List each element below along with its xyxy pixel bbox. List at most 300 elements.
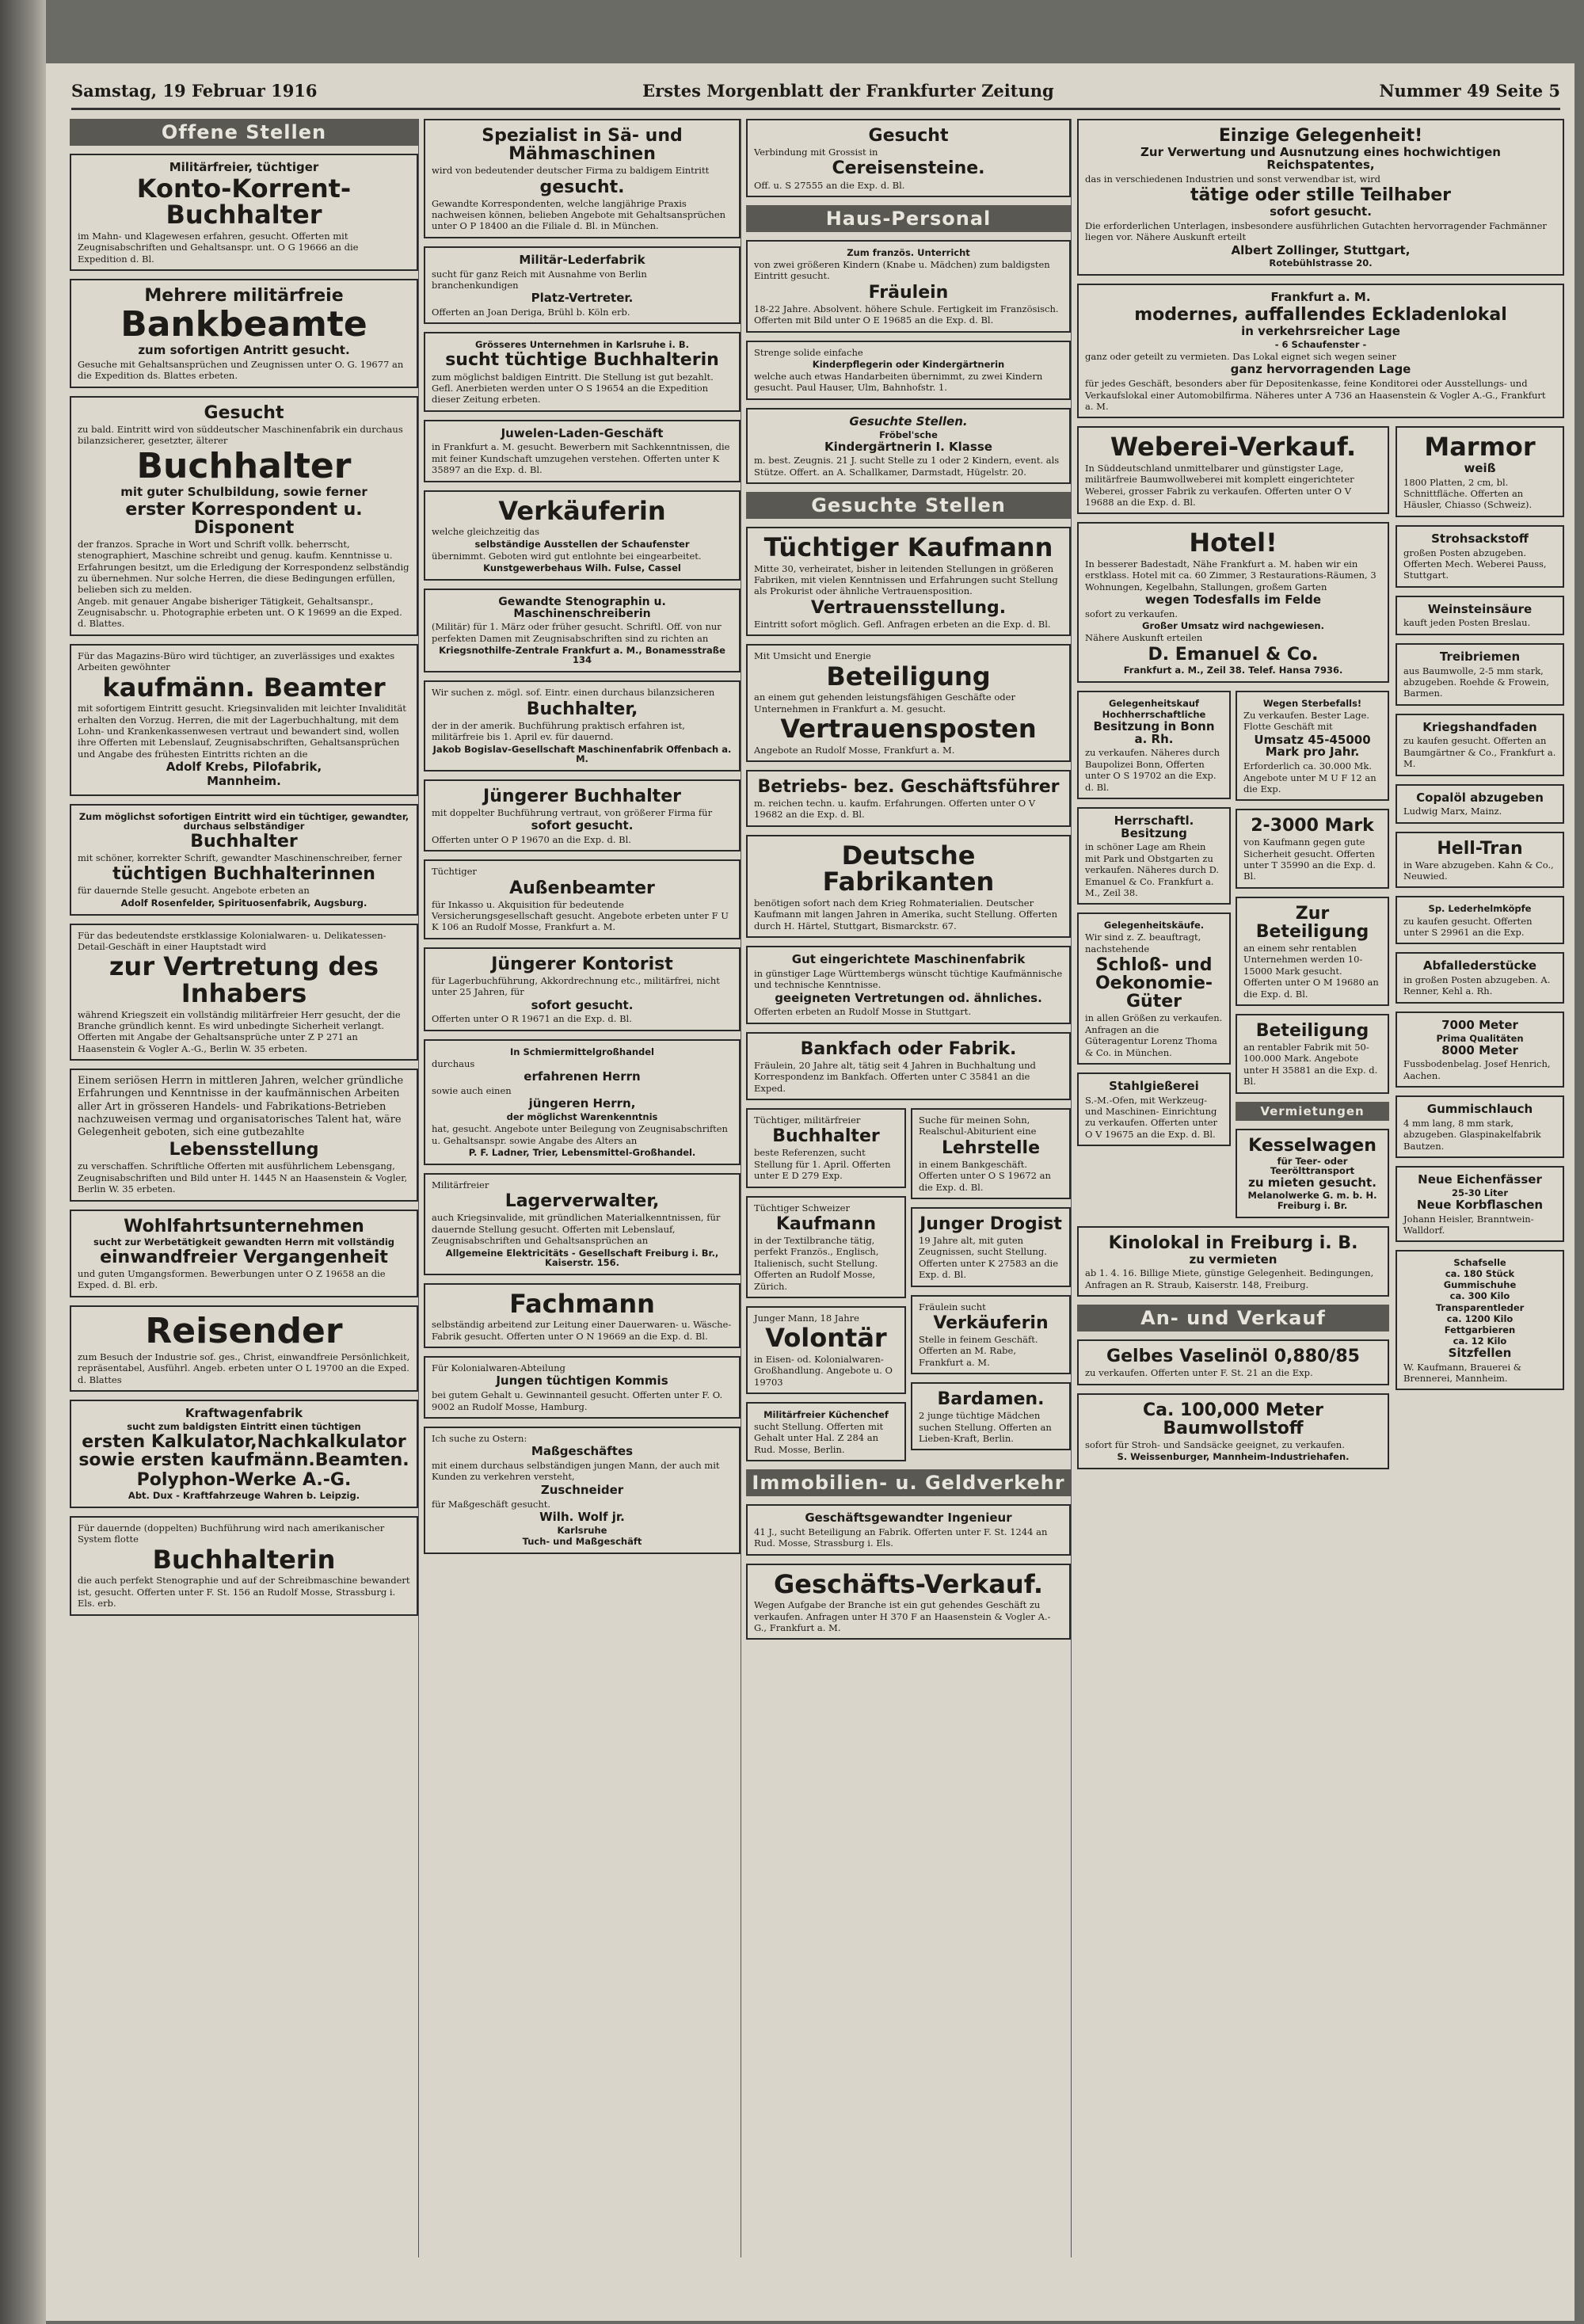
ad-text: In besserer Badestadt, Nähe Frankfurt a. M. haben wir ein erstklass. Hotel mit ca. 60 Zimmer, 3 Restaurations-Räumen, 3 Wohnungen, Kegelbahn, Stallungen, großem Garten	[1085, 558, 1376, 592]
ad-text: 2 junge tüchtige Mädchen suchen Stellung. Offerten an Lieben-Kraft, Berlin.	[919, 1410, 1052, 1444]
ad-sammelposten	[1396, 1250, 1564, 1390]
ad-text: hat, gesucht. Angebote unter Beilegung von Zeugnisabschriften u. Gehaltsanspr. sowie Angabe des Alters an	[432, 1123, 728, 1146]
ad-headline: wegen Todesfalls im Felde	[1144, 592, 1322, 608]
ad-headline: Platz-Vertreter.	[531, 291, 634, 306]
ad-headline: Militär-Lederfabrik	[519, 252, 645, 267]
ad-headline: Maßgeschäftes	[531, 1444, 634, 1459]
ad-text: Wegen Aufgabe der Branche ist ein gut gehendes Geschäft zu verkaufen. Anfragen unter H 370 F an Haasenstein & Vogler A.-G., Frankfurt a. M.	[754, 1599, 1051, 1634]
ad-headline: Copalöl abzugeben	[1416, 790, 1544, 805]
ad-bankfach	[746, 1032, 1071, 1100]
ad-text: - 6 Schaufenster -	[1274, 338, 1367, 350]
ad-text: sowie auch einen	[432, 1084, 512, 1096]
ad-headline: Lebensstellung	[169, 1140, 319, 1160]
ad-ingenieur	[746, 1504, 1071, 1556]
ad-headline: sucht tüchtige Buchhalterin	[445, 350, 719, 371]
ad-text: zum Besuch der Industrie sof. ges., Christ, einwandfreie Persönlichkeit, repräsentabel, Ausführl. Angeb. erbeten unter O L 19700 an die Exped. d. Blattes	[78, 1351, 410, 1385]
ad-headline: Spezialist in Sä- und Mähmaschinen	[482, 126, 683, 165]
ad-headline: Kinolokal in Freiburg i. B.	[1108, 1232, 1358, 1253]
ad-firm: Kunstgewerbehaus Wilh. Fulse, Cassel	[483, 562, 681, 573]
ad-text: in Frankfurt a. M. gesucht. Bewerbern mit Sachkenntnissen, die mit feiner Kundschaft umzugehen verstehen. Offerten unter K 35897 an die Exp. d. Bl.	[432, 441, 730, 476]
ad-text: 18-22 Jahre. Absolvent. höhere Schule. Fertigkeit im Französisch. Offerten mit Bild unter O E 19685 an die Exp. d. Bl.	[754, 303, 1059, 326]
ad-text: im Mahn- und Klagewesen erfahren, gesucht. Offerten mit Zeugnisabschriften und Gehaltsanspr. unt. O G 19666 an die Expedition d. Bl.	[78, 230, 359, 265]
ad-geschaefts-verkauf	[746, 1564, 1071, 1640]
ad-kommis	[424, 1356, 741, 1419]
ad-treibriemen	[1396, 643, 1564, 706]
ad-text: Die erforderlichen Unterlagen, insbesondere ausführlichen Gutachten hervorragender Fachmänner liegen vor. Nähere Auskunft erteilt	[1085, 219, 1547, 243]
ad-text: Fräulein sucht	[919, 1301, 986, 1312]
ad-headline: Kaufmann	[775, 1213, 877, 1234]
ad-headline: Verkäuferin	[933, 1312, 1049, 1333]
ad-text: S.-M.-Ofen, mit Werkzeug- und Maschinen- Einrichtung zu verkaufen. Offerten unter O V 19675 an die Exp. d. Bl.	[1085, 1094, 1218, 1140]
ad-headline: Verkäuferin	[498, 495, 666, 526]
ad-firm: Adolf Rosenfelder, Spirituosenfabrik, Augsburg.	[120, 897, 367, 909]
ad-beteiligung	[746, 644, 1071, 762]
ad-deutsche-fabrikanten	[746, 835, 1071, 938]
ad-firm: Allgemeine Elektricitäts - Gesellschaft Freiburg i. Br., Kaiserstr. 156.	[445, 1247, 719, 1268]
ad-verkaeuferin	[424, 490, 741, 581]
ad-text: zum sofortigen Antritt gesucht.	[138, 343, 350, 358]
ad-text: Fräulein, 20 Jahre alt, tätig seit 4 Jahren in Buchhaltung und Korrespondenz im Bankfach. Offerten unter C 35841 an die Exped.	[754, 1059, 1036, 1094]
ad-vaselinoel	[1077, 1339, 1389, 1385]
ad-text: Zum möglichst sofortigen Eintritt wird ein tüchtiger, gewandter, durchaus selbständiger	[78, 810, 409, 832]
ad-headline: Betriebs- bez. Geschäftsführer	[757, 776, 1060, 797]
ad-text: zu verschaffen. Schriftliche Offerten mit ausführlichem Lebensgang, Zeugnisabschriften und Bild unter H. 1445 N an Haasenstein & Vogler, Berlin W. 35 erbeten.	[78, 1160, 408, 1195]
ad-headline: Schloß- und Oekonomie-Güter	[1095, 955, 1213, 1012]
ad-karlsruhe-buchhalterin	[424, 332, 741, 411]
ad-headline: 7000 Meter	[1441, 1017, 1518, 1032]
ad-kaufmaenn-beamter	[70, 644, 418, 796]
ad-headline: Buchhalter	[772, 1126, 880, 1147]
ad-headline: Strohsackstoff	[1431, 531, 1529, 546]
ad-text: die auch perfekt Stenographie und auf der Schreibmaschine bewandert ist, gesucht. Offerten unter F. St. 156 an Rudolf Mosse, Strassburg i. Els. erb.	[78, 1575, 410, 1610]
ad-text: Wir suchen z. mögl. sof. Eintr. einen durchaus bilanzsicheren	[432, 687, 715, 699]
ad-vertretung-inhaber	[70, 924, 418, 1061]
ad-text: in Eisen- od. Kolonialwaren-Großhandlung. Angebote u. O 19703	[754, 1353, 893, 1388]
ad-text: in Ware abzugeben. Kahn & Co., Neuwied.	[1403, 859, 1554, 882]
ad-headline: 8000 Meter	[1441, 1042, 1518, 1057]
ad-headline: Kindergärtnerin I. Klasse	[824, 439, 992, 454]
ad-headline: Sp. Lederhelmköpfe	[1428, 903, 1532, 915]
ad-headline: Buchhalter	[190, 831, 298, 851]
ad-tuechtiger-kaufmann	[746, 527, 1071, 636]
ad-sterbefall	[1236, 691, 1389, 801]
ad-lederfabrik	[424, 246, 741, 325]
ad-weberei-verkauf	[1077, 426, 1389, 514]
ad-einzige-gelegenheit	[1077, 119, 1564, 276]
ad-offenbach-buchhalter	[424, 680, 741, 771]
ad-weinsteinsaeure	[1396, 596, 1564, 635]
ad-text: Tuch- und Maßgeschäft	[522, 1535, 642, 1547]
ad-headline: Gelegenheitskauf	[1108, 697, 1200, 709]
ad-lagerverwalter	[424, 1173, 741, 1275]
ad-text: Zu verkaufen. Bester Lage. Flotte Geschäft mit	[1243, 709, 1369, 733]
ad-schmiermittel	[424, 1039, 741, 1165]
ad-headline: Gesuchte Stellen.	[849, 413, 968, 429]
ad-text: in einem Bankgeschäft. Offerten unter O S 19672 an die Exp. d. Bl.	[919, 1158, 1051, 1193]
ad-headline: Geschäftsgewandter Ingenieur	[805, 1511, 1012, 1526]
ad-text: 41 J., sucht Beteiligung an Fabrik. Offerten unter F. St. 1244 an Rud. Mosse, Strassburg i. Els.	[754, 1526, 1048, 1549]
ad-text: Mit Umsicht und Energie	[754, 650, 871, 662]
section-gesuchte-stellen: Gesuchte Stellen	[746, 492, 1071, 519]
ad-geschaeftsfuehrer	[746, 770, 1071, 827]
issue-date: Samstag, 19 Februar 1916	[71, 81, 318, 101]
ad-headline: sofort gesucht.	[1270, 204, 1372, 219]
ad-headline: Sitzfellen	[1448, 1345, 1512, 1360]
ad-juwelen	[424, 420, 741, 482]
ad-text: mit guter Schulbildung, sowie ferner	[120, 484, 367, 499]
ad-headline: Wohlfahrtsunternehmen	[124, 1216, 364, 1236]
ad-headline: Buchhalterin	[152, 1544, 336, 1575]
ad-reisender	[70, 1305, 418, 1392]
ad-headline: Fräulein	[868, 282, 949, 303]
ad-headline: Vertrauensposten	[780, 714, 1037, 744]
ad-headline: Militärfreier Küchenchef	[763, 1409, 889, 1420]
ad-headline: Tüchtiger Kaufmann	[763, 532, 1053, 563]
ad-bardamen	[911, 1382, 1071, 1450]
ad-text: ca. 300 Kilo	[1449, 1290, 1510, 1302]
ad-text: für Lagerbuchführung, Akkordrechnung etc., militärfrei, nicht unter 25 Jahren, für	[432, 974, 720, 998]
ad-headline: Gesucht	[868, 126, 949, 146]
ad-headline: tüchtigen Buchhalterinnen	[112, 864, 375, 885]
ad-headline: Kriegshandfaden	[1422, 719, 1537, 734]
ad-kontorist	[424, 947, 741, 1031]
ad-headline: Zuschneider	[540, 1482, 624, 1497]
ad-headline: einwandfreier Vergangenheit	[100, 1247, 388, 1267]
ad-text: m. reichen techn. u. kaufm. Erfahrungen. Offerten unter O V 19682 an die Exp. d. Bl.	[754, 798, 1036, 821]
ad-headline: Beteiligung	[826, 661, 991, 691]
ad-text: übernimmt. Geboten wird gut entlohnte bei eingearbeitet.	[432, 550, 702, 562]
ad-maschinenfabrik	[746, 946, 1071, 1024]
ad-headline: Junger Drogist	[920, 1213, 1062, 1234]
ad-headline: Geschäfts-Verkauf.	[773, 1568, 1044, 1599]
masthead	[71, 81, 1560, 110]
ad-headline: sofort gesucht.	[531, 818, 634, 833]
ad-kindergaertnerin	[746, 408, 1071, 484]
ad-firm: Wilh. Wolf jr.	[539, 1509, 625, 1524]
ad-lehrstelle	[911, 1108, 1071, 1199]
ad-kesselwagen	[1236, 1129, 1389, 1218]
ad-text: Verbindung mit Grossist in	[754, 147, 878, 158]
ad-strohsackstoff	[1396, 525, 1564, 588]
ad-headline: Schafselle	[1453, 1257, 1506, 1269]
ad-text: in günstiger Lage Württembergs wünscht tüchtige Kaufmännische und technische Kenntnisse.	[754, 967, 1063, 991]
ad-lebensstellung	[70, 1069, 418, 1201]
ad-text: Eintritt sofort möglich. Gefl. Anfragen erbeten an die Exp. d. Bl.	[754, 618, 1051, 630]
ad-headline: Frankfurt a. M.	[1270, 290, 1371, 305]
ad-marmor	[1396, 426, 1564, 516]
ad-text: beste Referenzen, sucht Stellung für 1. April. Offerten unter E D 279 Exp.	[754, 1147, 891, 1182]
ad-militaerfreier-buchhalter	[746, 1108, 906, 1188]
ad-schweizer-kaufmann	[746, 1196, 906, 1298]
ad-text: in der Textilbranche tätig, perfekt Französ., Englisch, Italienisch, sucht Stellung. Offerten an Rudolf Mosse, Zürich.	[754, 1235, 879, 1292]
ad-text: Fröbel'sche	[879, 429, 938, 440]
ad-headline: Marmor	[1424, 432, 1536, 463]
ad-headline: Jungen tüchtigen Kommis	[496, 1373, 668, 1389]
ad-beteiligung-fabrik	[1236, 1014, 1389, 1094]
ad-wohlfahrt	[70, 1210, 418, 1297]
ad-text: sofort zu verkaufen.	[1085, 608, 1178, 619]
ad-text: Erforderlich ca. 30.000 Mk. Angebote unter M U F 12 an die Exp.	[1243, 760, 1376, 794]
ad-text: Suche für meinen Sohn, Realschul-Abiturient eine	[919, 1114, 1037, 1137]
ad-city: Mannheim.	[207, 773, 281, 788]
ad-headline: Abfallederstücke	[1422, 958, 1537, 973]
ad-text: m. best. Zeugnis. 21 J. sucht Stelle zu 1 oder 2 Kindern, event. als Stütze. Offert. an A. Schallkamer, Darmstadt, Hügelstr. 20.	[754, 455, 1060, 478]
ad-text: W. Kaufmann, Brauerei & Brennerei, Mannheim.	[1403, 1361, 1522, 1384]
ad-headline: Volontär	[765, 1323, 887, 1354]
ad-text: Grösseres Unternehmen in Karlsruhe i. B.	[474, 339, 690, 351]
ad-text: und guten Umgangsformen. Bewerbungen unter O Z 19658 an die Exped. d. Bl. erb.	[78, 1267, 386, 1291]
ad-text: mit schöner, korrekter Schrift, gewandter Maschinenschreiber, ferner	[78, 851, 402, 863]
ad-kraftwagenfabrik	[70, 1400, 418, 1508]
ad-firm: Adolf Krebs, Pilofabrik,	[166, 760, 322, 775]
ad-juengerer-buchhalter	[424, 779, 741, 852]
ad-headline: Gelbes Vaselinöl 0,880/85	[1106, 1347, 1360, 1367]
ad-headline: Gut eingerichtete Maschinenfabrik	[791, 952, 1026, 967]
ad-headline: Hell-Tran	[1437, 838, 1523, 859]
ad-text: durchaus	[432, 1057, 475, 1069]
ad-text: Off. u. S 27555 an die Exp. d. Bl.	[754, 179, 905, 191]
ad-text: Offerten an Joan Deriga, Brühl b. Köln erb.	[432, 307, 630, 318]
paper-title: Erstes Morgenblatt der Frankfurter Zeitung	[642, 81, 1054, 101]
ad-text: Prima Qualitäten	[1436, 1032, 1524, 1044]
ad-fraeulein	[746, 240, 1071, 333]
ad-headline: Weberei-Verkauf.	[1110, 432, 1357, 463]
ad-bankbeamte	[70, 279, 418, 388]
ad-headline: Umsatz 45-45000 Mark pro Jahr.	[1254, 732, 1371, 760]
ad-firm: Kriegsnothilfe-Zentrale Frankfurt a. M., Bonamesstraße 134	[439, 645, 725, 666]
ad-text: Für das bedeutendste erstklassige Kolonialwaren- u. Delikatessen-Detail-Geschäft in einer Hauptstadt wird	[78, 929, 386, 953]
section-an-und-verkauf: An- und Verkauf	[1077, 1305, 1389, 1332]
ad-text: Gesucht	[204, 402, 284, 423]
ad-firm: Jakob Bogislav-Gesellschaft Maschinenfabrik Offenbach a. M.	[432, 743, 732, 764]
ad-addr: Frankfurt a. M., Zeil 38. Telef. Hansa 7936.	[1123, 664, 1343, 676]
ad-text: ca. 12 Kilo	[1453, 1335, 1507, 1347]
ad-text: zum möglichst baldigen Eintritt. Die Stellung ist gut bezahlt. Gefl. Anerbieten werden unter O S 19654 an die Expedition dieser Zeitung erbeten.	[432, 371, 714, 406]
ad-firm: D. Emanuel & Co.	[1148, 644, 1319, 665]
ad-text: großen Posten abzugeben. Offerten Mech. Weberei Pauss, Stuttgart.	[1403, 547, 1547, 581]
ad-firm: Polyphon-Werke A.-G.	[136, 1469, 352, 1490]
ad-text: an einem sehr rentablen Unternehmen werden 10-15000 Mark gesucht. Offerten unter O M 19680 an die Exp. d. Bl.	[1243, 943, 1379, 1000]
ad-headline: Gewandte Stenographin u. Maschinenschreiberin	[498, 596, 666, 620]
ad-headline: tätige oder stille Teilhaber	[1190, 185, 1451, 205]
ad-headline: gesucht.	[539, 177, 625, 197]
ad-headline: Beteiligung	[1255, 1020, 1369, 1041]
ad-headline: Buchhalter,	[526, 699, 638, 719]
ad-text: sofort für Stroh- und Sandsäcke geeignet, zu verkaufen.	[1085, 1438, 1345, 1450]
ad-firm: S. Weissenburger, Mannheim-Industriehafen.	[1117, 1451, 1350, 1463]
ad-text: zu kaufen gesucht. Offerten an Baumgärtner & Co., Frankfurt a. M.	[1403, 735, 1556, 770]
column-1	[70, 119, 419, 2257]
ad-text: das in verschiedenen Industrien und sonst verwendbar ist, wird	[1085, 173, 1380, 185]
ad-text: Junger Mann, 18 Jahre	[754, 1312, 859, 1324]
ad-headline: ersten Kalkulator,Nachkalkulator sowie ersten kaufmänn.Beamten.	[78, 1431, 409, 1470]
ad-headline: erfahrenen Herrn	[524, 1069, 641, 1084]
ad-headline: Zum französ. Unterricht	[847, 246, 970, 258]
ad-text: 1800 Platten, 2 cm, bl. Schnittfläche. Offerten an Häusler, Chiasso (Schweiz).	[1403, 476, 1533, 511]
ad-headline: kaufmänn. Beamter	[102, 672, 386, 703]
ad-headline: Neue Korbflaschen	[1416, 1197, 1544, 1212]
ad-kinderpflegerin	[746, 341, 1071, 400]
ad-text: Einem seriösen Herrn in mittleren Jahren, welcher gründliche Erfahrungen und Kenntnisse in der kaufmännischen Arbeiten aller Art in grösseren Handels- und Fabrikations-Betrieben nachzuweisen vermag und organisatorisches Talent hat, wäre Gelegenheit geboten, sich eine gutbezahlte	[78, 1075, 404, 1139]
ad-text: Johann Heisler, Branntwein-Walldorf.	[1403, 1213, 1534, 1236]
ad-headline: zur Vertretung des Inhabers	[109, 951, 379, 1008]
ad-drogist	[911, 1207, 1071, 1287]
ad-headline: Neue Eichenfässer	[1418, 1172, 1542, 1187]
ad-massgeschaeft	[424, 1427, 741, 1554]
ad-headline: Ca. 100,000 Meter Baumwollstoff	[1143, 1400, 1323, 1438]
ad-firm: Albert Zollinger, Stuttgart,	[1231, 242, 1411, 257]
ad-text: in verkehrsreicher Lage	[1241, 324, 1400, 339]
ad-headline: ganz hervorragenden Lage	[1230, 362, 1411, 377]
ad-text: mit doppelter Buchführung vertraut, von größerer Firma für	[432, 806, 713, 818]
column-3	[746, 119, 1072, 2257]
ad-text: Stelle in feinem Geschäft. Offerten an M. Rabe, Frankfurt a. M.	[919, 1334, 1038, 1368]
ad-cereisensteine	[746, 119, 1071, 197]
ad-headline: Transparentleder	[1435, 1301, 1525, 1313]
ad-text: Ludwig Marx, Mainz.	[1403, 806, 1502, 817]
ad-text: Für Kolonialwaren-Abteilung	[432, 1362, 565, 1374]
ad-headline: Besitzung in Bonn a. Rh.	[1093, 718, 1215, 746]
ad-text: welche gleichzeitig das	[432, 526, 539, 538]
ad-text: Fussbodenbelag. Josef Henrich, Aachen.	[1403, 1058, 1551, 1081]
ad-eckladenlokal	[1077, 284, 1564, 418]
section-immobilien: Immobilien- u. Geldverkehr	[746, 1469, 1071, 1496]
ad-text: Ich suche zu Ostern:	[432, 1432, 527, 1444]
ad-headline: Lehrstelle	[942, 1137, 1040, 1158]
ad-text: in großen Posten abzugeben. A. Renner, Kehl a. Rh.	[1403, 974, 1551, 997]
ad-text: an einem gut gehenden leistungsfähigen Geschäfte oder Unternehmen in Frankfurt a. M. gesucht.	[754, 691, 1015, 714]
ad-headline: Kraftwagenfabrik	[185, 1405, 303, 1420]
ad-kinolokal	[1077, 1226, 1389, 1297]
ad-abfallederstuecke	[1396, 952, 1564, 1004]
ad-headline: Kinderpflegerin oder Kindergärtnerin	[812, 358, 1005, 370]
ad-copaloel	[1396, 784, 1564, 824]
ad-text: Für dauernde (doppelten) Buchführung wird nach amerikanischer System flotte	[78, 1522, 385, 1545]
ad-text: mit sofortigem Eintritt gesucht. Kriegsinvaliden mit leichter Invalidität erhalten den Vorzug. Herren, die mit der Lagerbuchhaltung, mit dem Lohn- und Krankenkassenwesen vertraut und bewandert sind, wollen ihre Offerten mit Lebenslauf, Zeugnisabschriften, Gehaltsansprüchen und Angabe des frühesten Eintritts richten an die	[78, 703, 406, 760]
ad-headline: Bankbeamte	[120, 304, 367, 345]
ad-headline: selbständige Ausstellen der Schaufenster	[474, 538, 690, 550]
ad-text: sucht zur Werbetätigkeit gewandten Herrn mit vollständig	[93, 1236, 395, 1248]
ad-text: Angeb. mit genauer Angabe bisheriger Tätigkeit, Gehaltsanspr., Zeugnisabschr. u. Photographie erbeten unt. O K 19699 an die Exped. d. Blattes.	[78, 595, 402, 630]
ad-headline: jüngeren Herrn,	[528, 1096, 636, 1111]
ad-stenographin	[424, 589, 741, 672]
ad-text: während Kriegszeit ein vollständig militärfreier Herr gesucht, der die Branche gründlich kennt. Es wird unbedingte Sicherheit verlangt. Offerten mit Angabe der Gehaltsansprüche unter Z P 271 an Haasenstein & Vogler A.-G., Berlin W. 35 erbeten.	[78, 1008, 401, 1054]
ad-text: an rentabler Fabrik mit 50-100.000 Mark. Angebote unter H 35881 an die Exp. d. Bl.	[1243, 1042, 1378, 1088]
ad-headline: Stahlgießerei	[1109, 1078, 1199, 1093]
ad-eichenfaesser	[1396, 1166, 1564, 1242]
ad-headline: Einzige Gelegenheit!	[1218, 126, 1423, 146]
column-2	[424, 119, 741, 2257]
ad-headline: Reisender	[145, 1310, 343, 1351]
ad-text: (Militär) für 1. März oder früher gesucht. Schriftl. Off. von nur perfekten Damen mit Zeugnisabschriften sind zu richten an	[432, 621, 722, 644]
ad-headline: Großer Umsatz wird nachgewiesen.	[1142, 620, 1324, 632]
ad-text: in allen Größen zu verkaufen. Anfragen an die Güteragentur Lorenz Thoma & Co. in München.	[1085, 1012, 1223, 1058]
ad-headline: Hotel!	[1189, 528, 1277, 558]
ad-text: der in der amerik. Buchführung praktisch erfahren ist, militärfreie bis 1. April ev. für dauernd.	[432, 719, 685, 743]
ad-volontaer	[746, 1306, 906, 1394]
page-number: Nummer 49 Seite 5	[1379, 81, 1560, 101]
ad-text: zu kaufen gesucht. Offerten unter S 29961 an die Exp.	[1403, 915, 1533, 938]
ad-spezialist	[424, 119, 741, 238]
ad-verkaeuferin-2	[911, 1295, 1071, 1375]
ad-text: 19 Jahre alt, mit guten Zeugnissen, sucht Stellung. Offerten unter K 27583 an die Exp. d. Bl.	[919, 1235, 1059, 1281]
ad-headline: Bardamen.	[937, 1389, 1045, 1410]
ad-headline: Treibriemen	[1439, 649, 1521, 664]
ad-firm: P. F. Ladner, Trier, Lebensmittel-Großhandel.	[468, 1146, 696, 1158]
ad-text: sucht zum baldigsten Eintritt einen tüchtigen	[127, 1420, 361, 1432]
ad-kuechenchef	[746, 1402, 906, 1461]
ad-text: Offerten erbeten an Rudolf Mosse in Stuttgart.	[754, 1006, 972, 1018]
ad-headline: Buchhalter	[136, 445, 352, 486]
ad-text: weiß	[1464, 460, 1496, 475]
ad-text: Tüchtiger Schweizer	[754, 1202, 850, 1213]
ad-text: Zur Verwertung und Ausnutzung eines hochwichtigen Reichspatentes,	[1140, 145, 1501, 172]
ad-gelegenheitskaeufe	[1077, 912, 1231, 1065]
ad-text: zu verkaufen. Näheres durch Baupolizei Bonn, Offerten unter O S 19702 an die Exp. d. Bl.	[1085, 747, 1220, 793]
ad-headline: Jüngerer Buchhalter	[483, 786, 681, 806]
ad-headline: Weinsteinsäure	[1427, 601, 1533, 616]
ad-headline: zu mieten gesucht.	[1248, 1175, 1376, 1190]
ad-text: Hochherrschaftliche	[1102, 708, 1206, 720]
ad-lederhelmkoepfe	[1396, 896, 1564, 944]
ad-text: Gesuche mit Gehaltsansprüchen und Zeugnissen unter O. G. 19677 an die Expedition ds. Blattes erbeten.	[78, 359, 404, 382]
ad-text: selbständig arbeitend zur Leitung einer Dauerwaren- u. Wäsche-Fabrik gesucht. Offerten unter O N 19669 an die Exp. d. Bl.	[432, 1319, 732, 1342]
ad-text: In Süddeutschland unmittelbarer und günstigster Lage, militärfreie Baumwollweberei mit komplett eingerichteter Weberei, grosser Fabrik zu verkaufen. Offerten unter O V 19688 an die Exp. d. Bl.	[1085, 462, 1354, 508]
ad-text: Nähere Auskunft erteilen	[1085, 632, 1203, 644]
ad-text: Wir sind z. Z. beauftragt, nachstehende	[1085, 932, 1201, 954]
ad-headline: Herrschaftl. Besitzung	[1114, 813, 1194, 840]
ad-text: mit einem durchaus selbständigen jungen Mann, der auch mit Kunden zu verkehren versteht,	[432, 1460, 720, 1483]
ad-headline: Lagerverwalter,	[505, 1191, 660, 1212]
ad-konto-korrent	[70, 154, 418, 271]
ad-text: Für das Magazins-Büro wird tüchtiger, an zuverlässiges und exaktes Arbeiten gewöhnter	[78, 650, 395, 673]
ad-text: von Kaufmann gegen gute Sicherheit gesucht. Offerten unter T 35990 an die Exp. d. Bl.	[1243, 836, 1376, 882]
ad-text: Strenge solide einfache	[754, 346, 863, 358]
ad-text: Mitte 30, verheiratet, bisher in leitenden Stellungen in größeren Fabriken, mit vielen Kenntnissen und Erfahrungen sucht Stellung als Prokurist oder ähnliche Vertrauensposition.	[754, 562, 1058, 597]
ad-text: von zwei größeren Kindern (Knabe u. Mädchen) zum baldigsten Eintritt gesucht.	[754, 259, 1050, 282]
ad-headline: Konto-Korrent-Buchhalter	[136, 173, 352, 230]
ad-text: für Maßgeschäft gesucht.	[432, 1498, 551, 1510]
ad-herrschaftl-besitzung	[1077, 807, 1231, 905]
ad-headline: Fachmann	[509, 1288, 655, 1319]
section-haus-personal: Haus-Personal	[746, 205, 1071, 232]
ad-text: Gewandte Korrespondenten, welche langjährige Praxis nachweisen können, belieben Angebote mit Gehaltsansprüchen unter O P 18400 an die Filiale d. Bl. in München.	[432, 197, 726, 232]
ad-text: Mehrere militärfreie	[144, 286, 344, 307]
ad-text: ca. 1200 Kilo	[1446, 1312, 1514, 1324]
ad-headline: Kesselwagen	[1248, 1135, 1376, 1156]
ad-headline: Jüngerer Kontorist	[491, 954, 673, 974]
ad-text: welche auch etwas Handarbeiten übernimmt, zu zwei Kindern gesucht. Paul Hauser, Ulm, Bahnhofstr. 1.	[754, 371, 1043, 394]
ad-headline: Cereisensteine.	[832, 158, 985, 179]
ad-fachmann	[424, 1283, 741, 1348]
ad-hotel	[1077, 522, 1389, 682]
ad-baumwollstoff	[1077, 1393, 1389, 1470]
ad-headline: Gummischlauch	[1426, 1102, 1533, 1117]
ad-text: benötigen sofort nach dem Krieg Rohmaterialien. Deutscher Kaufmann mit langen Jahren in Amerika, sucht Stellung. Offerten durch H. Härtel, Stuttgart, Bismarckstr. 67.	[754, 897, 1057, 932]
ad-text: sucht Stellung. Offerten mit Gehalt unter Hal. Z 284 an Rud. Mosse, Berlin.	[754, 1421, 884, 1455]
ad-text: für Teer- oder Teerölttransport	[1270, 1155, 1355, 1176]
ad-headline: Deutsche Fabrikanten	[822, 840, 995, 897]
ad-text: Militärfreier, tüchtiger	[169, 160, 319, 174]
ad-text: Offerten unter O R 19671 an die Exp. d. Bl.	[432, 1013, 632, 1025]
ad-headline: Fettgarbieren	[1444, 1324, 1516, 1335]
ad-text: Militärfreier	[432, 1179, 489, 1191]
ad-headline: Gelegenheitskäufe.	[1103, 920, 1205, 932]
ad-text: für jedes Geschäft, besonders aber für Depositenkasse, feine Konditorei oder Ausstellungs- und Verkaufslokal einer Automobilfirma. Näheres unter A 736 an Haasenstein & Vogler A.-G., Frankfurt a. M.	[1085, 378, 1546, 412]
ad-text: Abt. Dux - Kraftfahrzeuge Wahren b. Leipzig.	[128, 1489, 360, 1501]
ad-text: sucht für ganz Reich mit Ausnahme von Berlin branchenkundigen	[432, 268, 647, 291]
ad-text: ab 1. 4. 16. Billige Miete, günstige Gelegenheit. Bedingungen, Anfragen an R. Straub, Kaiserstr. 148, Freiburg.	[1085, 1267, 1374, 1290]
